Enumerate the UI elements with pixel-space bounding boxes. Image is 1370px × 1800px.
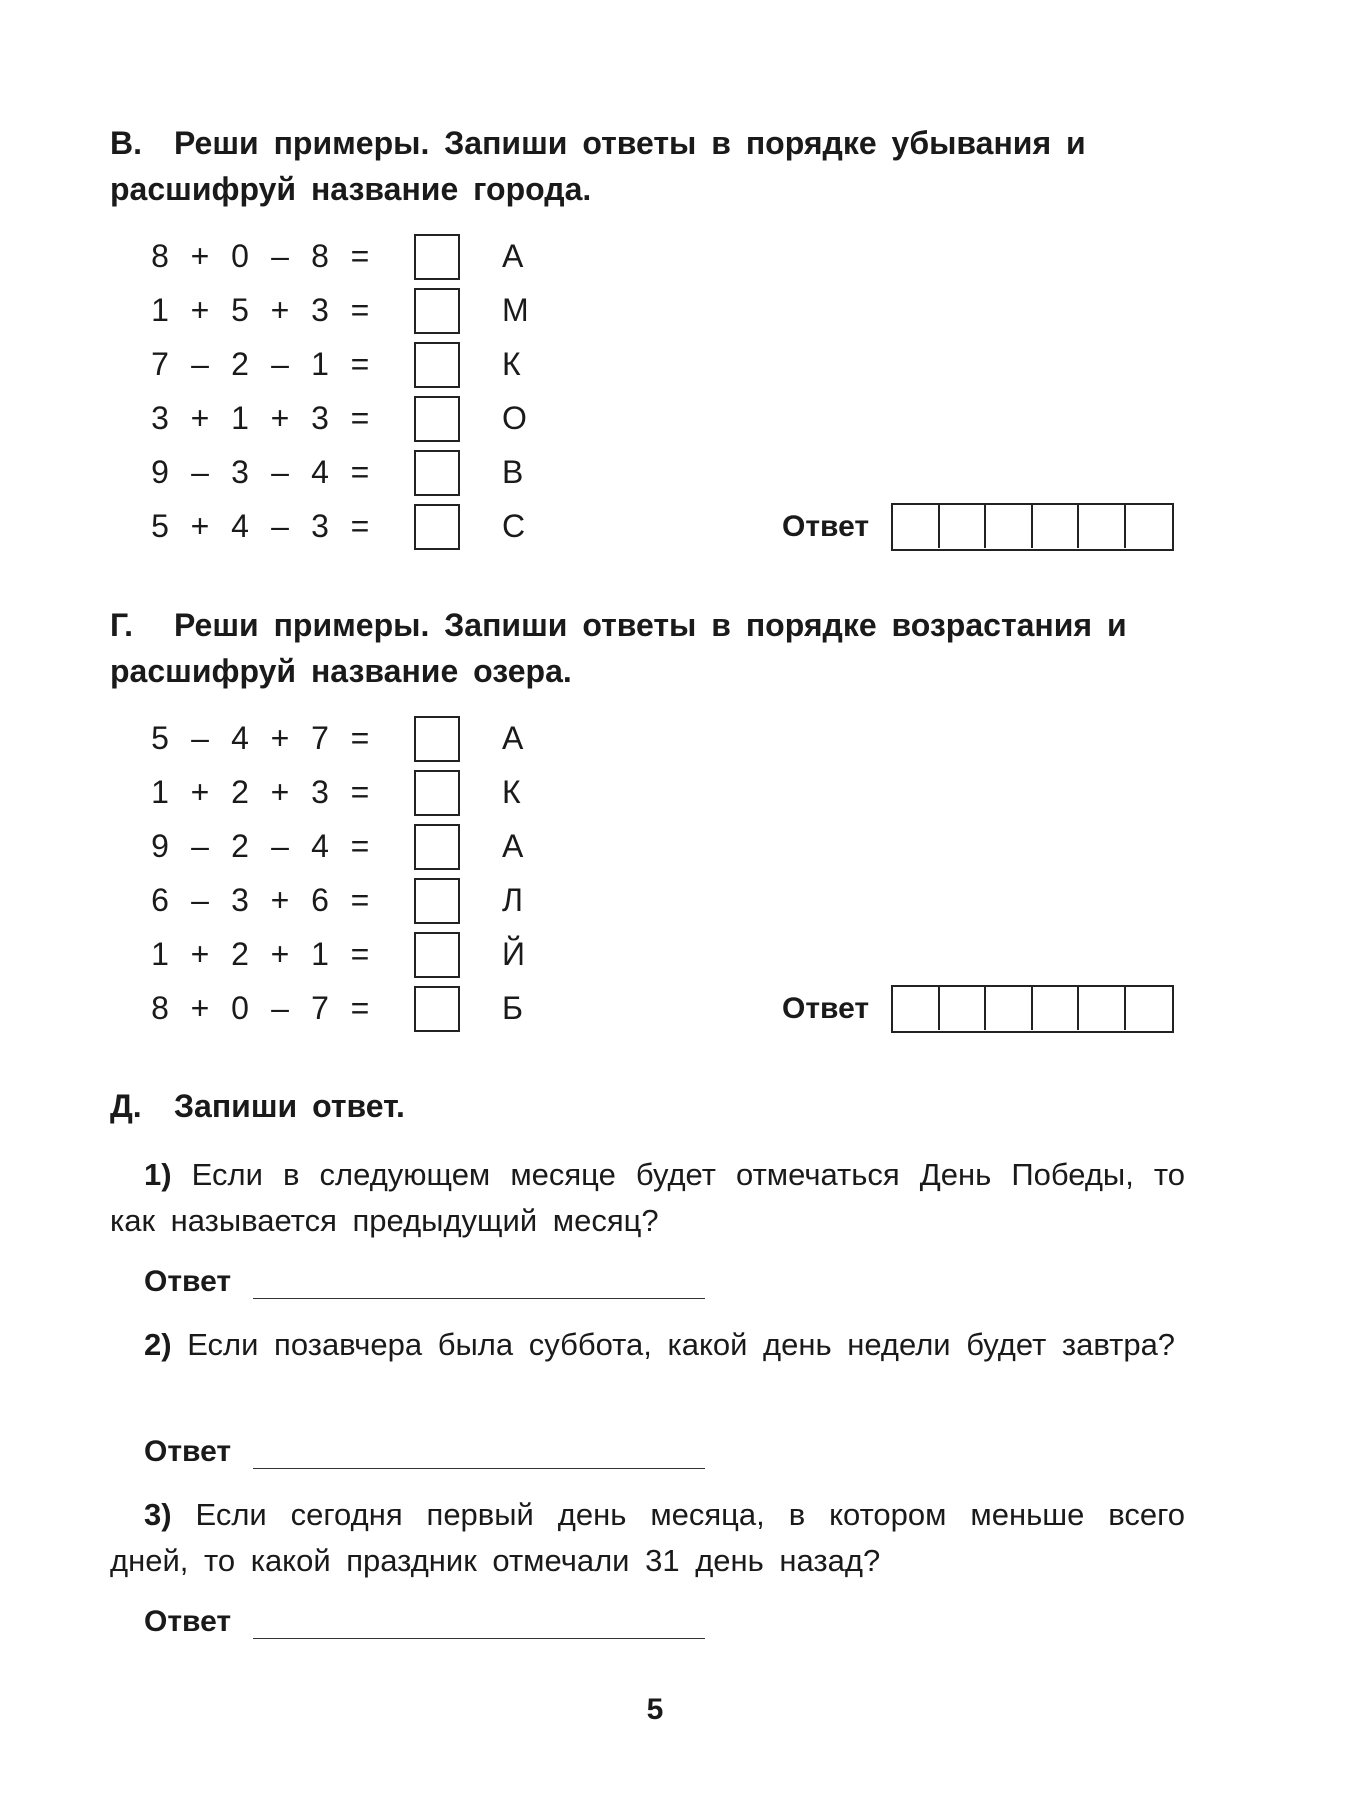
question-1-number: 1): [144, 1157, 172, 1192]
answer-cell[interactable]: [940, 987, 987, 1030]
task-v-answer-label: Ответ: [782, 510, 870, 543]
example-expression: [140, 828, 380, 865]
question-1-text: Если в следующем месяце будет отмечаться День Победы, то как называется предыдущий месяц?: [110, 1157, 1185, 1238]
task-d-heading: [110, 1083, 1185, 1129]
question-2-answer-label: Ответ: [144, 1435, 232, 1468]
question-3-answer[interactable]: [144, 1604, 705, 1639]
example-row: [140, 822, 560, 876]
answer-cell[interactable]: [1126, 987, 1172, 1030]
expression-token: =: [350, 882, 370, 918]
cipher-letter: А: [502, 238, 524, 274]
expression-token: 4: [231, 508, 249, 544]
cipher-letter: Л: [502, 882, 523, 918]
answer-cell[interactable]: [940, 505, 987, 548]
expression-token: –: [271, 454, 289, 490]
cipher-letter: М: [502, 292, 529, 328]
expression-token: –: [271, 990, 289, 1026]
question-3-answer-label: Ответ: [144, 1605, 232, 1638]
expression-token: =: [350, 828, 370, 864]
task-d-title: Запиши ответ.: [174, 1088, 405, 1124]
task-g-line1: Реши примеры. Запиши ответы в порядке возрастания и: [174, 607, 1127, 643]
expression-token: –: [191, 882, 209, 918]
question-2-text: Если позавчера была суббота, какой день недели будет завтра?: [187, 1327, 1176, 1362]
expression-token: 7: [311, 990, 329, 1026]
expression-token: 5: [151, 720, 169, 756]
answer-cell[interactable]: [1033, 987, 1080, 1030]
expression-token: +: [270, 292, 290, 328]
question-2-answer-line[interactable]: [253, 1434, 705, 1469]
expression-token: 3: [311, 774, 329, 810]
expression-token: =: [350, 292, 370, 328]
question-1: [110, 1152, 1185, 1244]
example-expression: [140, 454, 380, 491]
expression-token: +: [270, 774, 290, 810]
question-3-answer-line[interactable]: [253, 1604, 705, 1639]
expression-token: –: [271, 508, 289, 544]
expression-token: =: [350, 774, 370, 810]
expression-token: 2: [231, 346, 249, 382]
expression-token: 8: [151, 990, 169, 1026]
expression-token: =: [350, 990, 370, 1026]
expression-token: 0: [231, 990, 249, 1026]
expression-token: 3: [231, 454, 249, 490]
answer-cell[interactable]: [1079, 505, 1126, 548]
example-expression: [140, 292, 380, 329]
expression-token: 8: [311, 238, 329, 274]
expression-token: –: [271, 828, 289, 864]
answer-box[interactable]: [414, 396, 460, 442]
expression-token: 6: [151, 882, 169, 918]
example-row: [140, 286, 560, 340]
example-row: [140, 340, 560, 394]
answer-box[interactable]: [414, 770, 460, 816]
task-v-heading: [110, 120, 1185, 212]
question-3: [110, 1492, 1185, 1584]
cipher-letter: А: [502, 828, 524, 864]
example-expression: [140, 400, 380, 437]
answer-box[interactable]: [414, 824, 460, 870]
task-g-letter: Г.: [110, 607, 134, 643]
expression-token: 8: [151, 238, 169, 274]
task-g-answer-label: Ответ: [782, 992, 870, 1025]
answer-box[interactable]: [414, 504, 460, 550]
expression-token: 3: [311, 508, 329, 544]
expression-token: 7: [151, 346, 169, 382]
expression-token: 2: [231, 774, 249, 810]
expression-token: +: [190, 990, 210, 1026]
question-2: [110, 1322, 1185, 1368]
answer-cell[interactable]: [1033, 505, 1080, 548]
expression-token: 7: [311, 720, 329, 756]
answer-cell[interactable]: [893, 987, 940, 1030]
expression-token: –: [191, 720, 209, 756]
expression-token: +: [270, 936, 290, 972]
cipher-letter: С: [502, 508, 526, 544]
answer-cell[interactable]: [986, 987, 1033, 1030]
question-1-answer-line[interactable]: [253, 1264, 705, 1299]
example-expression: [140, 720, 380, 757]
expression-token: 3: [231, 882, 249, 918]
example-row: [140, 502, 560, 556]
example-expression: [140, 882, 380, 919]
expression-token: =: [350, 720, 370, 756]
expression-token: 2: [231, 936, 249, 972]
example-row: [140, 984, 560, 1038]
example-row: [140, 448, 560, 502]
expression-token: 1: [151, 292, 169, 328]
example-row: [140, 394, 560, 448]
cipher-letter: К: [502, 774, 521, 810]
task-g-heading: [110, 602, 1185, 694]
expression-token: 9: [151, 828, 169, 864]
answer-cell[interactable]: [986, 505, 1033, 548]
expression-token: 5: [231, 292, 249, 328]
answer-box[interactable]: [414, 450, 460, 496]
expression-token: +: [190, 936, 210, 972]
example-expression: [140, 774, 380, 811]
expression-token: +: [190, 238, 210, 274]
example-expression: [140, 936, 380, 973]
question-3-text: Если сегодня первый день месяца, в котором меньше всего дней, то какой праздник отмечали 31 день назад?: [110, 1497, 1185, 1578]
expression-token: –: [191, 828, 209, 864]
cipher-letter: К: [502, 346, 521, 382]
question-2-number: 2): [144, 1327, 172, 1362]
expression-token: –: [271, 346, 289, 382]
expression-token: 4: [311, 828, 329, 864]
question-2-answer[interactable]: [144, 1434, 705, 1469]
expression-token: +: [270, 720, 290, 756]
expression-token: 2: [231, 828, 249, 864]
expression-token: 3: [311, 292, 329, 328]
answer-cell[interactable]: [1079, 987, 1126, 1030]
cipher-letter: В: [502, 454, 524, 490]
expression-token: –: [191, 346, 209, 382]
example-expression: [140, 990, 380, 1027]
example-row: [140, 714, 560, 768]
cipher-letter: Б: [502, 990, 523, 1026]
expression-token: –: [191, 454, 209, 490]
expression-token: +: [270, 400, 290, 436]
cipher-letter: Й: [502, 936, 525, 972]
expression-token: 9: [151, 454, 169, 490]
cipher-letter: А: [502, 720, 524, 756]
expression-token: =: [350, 508, 370, 544]
expression-token: 1: [231, 400, 249, 436]
answer-box[interactable]: [414, 986, 460, 1032]
expression-token: =: [350, 238, 370, 274]
task-v-line1: Реши примеры. Запиши ответы в порядке убывания и: [174, 125, 1086, 161]
question-1-answer-label: Ответ: [144, 1265, 232, 1298]
answer-box[interactable]: [414, 342, 460, 388]
example-expression: [140, 508, 380, 545]
expression-token: 1: [151, 936, 169, 972]
answer-cell[interactable]: [893, 505, 940, 548]
question-3-number: 3): [144, 1497, 172, 1532]
example-expression: [140, 238, 380, 275]
example-row: [140, 232, 560, 286]
expression-token: +: [270, 882, 290, 918]
answer-box[interactable]: [414, 716, 460, 762]
expression-token: –: [271, 238, 289, 274]
cipher-letter: О: [502, 400, 527, 436]
task-g-answer: [782, 985, 1174, 1033]
expression-token: +: [190, 508, 210, 544]
task-v-letter: В.: [110, 125, 142, 161]
task-v-answer: [782, 503, 1174, 551]
answer-box[interactable]: [414, 288, 460, 334]
expression-token: +: [190, 400, 210, 436]
question-1-answer[interactable]: [144, 1264, 705, 1299]
expression-token: =: [350, 454, 370, 490]
expression-token: =: [350, 346, 370, 382]
expression-token: 4: [311, 454, 329, 490]
answer-box[interactable]: [414, 878, 460, 924]
expression-token: 1: [311, 346, 329, 382]
expression-token: 1: [311, 936, 329, 972]
page-number: 5: [646, 1693, 664, 1726]
task-v-line2: расшифруй название города.: [110, 171, 592, 207]
expression-token: +: [190, 292, 210, 328]
answer-box[interactable]: [414, 932, 460, 978]
expression-token: 0: [231, 238, 249, 274]
expression-token: 1: [151, 774, 169, 810]
answer-cell[interactable]: [1126, 505, 1172, 548]
example-row: [140, 930, 560, 984]
example-row: [140, 876, 560, 930]
expression-token: =: [350, 936, 370, 972]
task-d-letter: Д.: [110, 1088, 142, 1124]
expression-token: 4: [231, 720, 249, 756]
expression-token: 3: [311, 400, 329, 436]
expression-token: 5: [151, 508, 169, 544]
example-expression: [140, 346, 380, 383]
expression-token: 6: [311, 882, 329, 918]
answer-box[interactable]: [414, 234, 460, 280]
task-v-answer-cells: [891, 503, 1174, 551]
expression-token: +: [190, 774, 210, 810]
task-g-answer-cells: [891, 985, 1174, 1033]
expression-token: 3: [151, 400, 169, 436]
task-g-line2: расшифруй название озера.: [110, 653, 572, 689]
example-row: [140, 768, 560, 822]
expression-token: =: [350, 400, 370, 436]
